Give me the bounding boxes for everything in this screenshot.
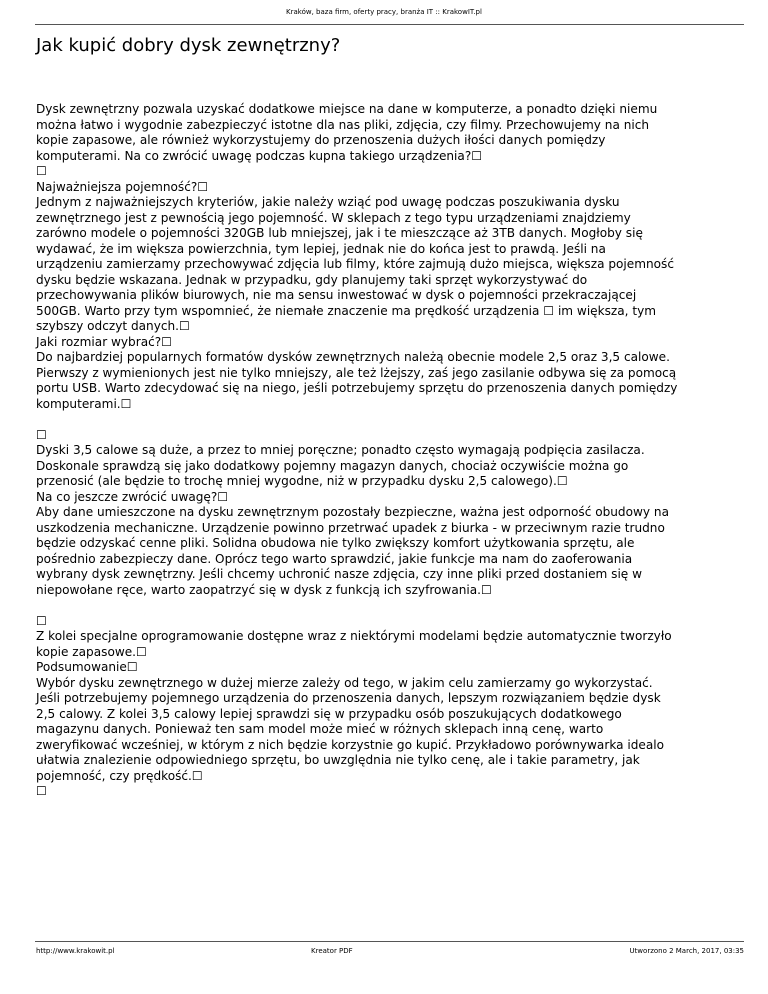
article-line: szybszy odczyt danych.☐	[36, 319, 190, 333]
article-title: Jak kupić dobry dysk zewnętrzny?	[36, 35, 341, 56]
article-line: Do najbardziej popularnych formatów dysków zewnętrznych należą obecnie modele 2,5 oraz 3,5 calowe.	[36, 350, 670, 364]
article-line: Dysk zewnętrzny pozwala uzyskać dodatkowe miejsce na dane w komputerze, a ponadto dzięki niemu	[36, 102, 658, 116]
article-line: przechowywania plików biurowych, nie ma sensu inwestować w dysk o pojemności przekraczającej	[36, 288, 637, 302]
article-line: pośrednio zabezpieczy dane. Oprócz tego warto sprawdzić, jakie funkcje ma nam do zaoferowania	[36, 551, 633, 566]
article-line: przenosić (ale będzie to trochę mniej wygodne, niż w przypadku dysku 2,5 calowego).☐	[36, 474, 568, 488]
article-line: Wybór dysku zewnętrznego w dużej mierze zależy od tego, w jakim celu zamierzamy go wykorzystać.	[36, 675, 653, 690]
article-line: będzie odzyskać cenne pliki. Solidna obudowa nie tylko zwiększy komfort użytkowania sprzętu, ale	[36, 536, 635, 550]
article-line: 2,5 calowy. Z kolei 3,5 calowy lepiej sprawdzi się w przypadku osób poszukujących dodatkowego	[36, 706, 622, 721]
article-line: urządzeniu zamierzamy przechowywać zdjęcia lub filmy, które zajmują dużo miejsca, większa pojemność	[36, 257, 674, 271]
article-line: Aby dane umieszczone na dysku zewnętrznym pozostały bezpieczne, ważna jest odporność obudowy na	[36, 505, 669, 519]
article-line: zweryfikować wcześniej, w którym z nich będzie korzystnie go kupić. Przykładowo porównywarka idealo	[36, 737, 665, 752]
footer-divider	[35, 941, 744, 942]
article-line: wydawać, że im większa powierzchnia, tym lepiej, jednak nie do końca jest to prawdą. Jeśli na	[36, 241, 606, 256]
article-line: kopie zapasowe.☐	[36, 644, 147, 659]
article-line: ☐	[36, 427, 47, 442]
article-line: można łatwo i wygodnie zabezpieczyć istotne dla nas pliki, zdjęcia, czy filmy. Przechowujemy na nich	[36, 117, 650, 132]
article-line: Jeśli potrzebujemy pojemnego urządzenia do przenoszenia danych, lepszym rozwiązaniem będzie dysk	[36, 691, 661, 705]
article-line: Doskonale sprawdzą się jako dodatkowy pojemny magazyn danych, chociaż oczywiście można go	[36, 458, 629, 473]
header-divider	[35, 24, 744, 25]
paragraph-gap	[36, 598, 748, 614]
article-line: Podsumowanie☐	[36, 660, 138, 674]
article-line: Z kolei specjalne oprogramowanie dostępne wraz z niektórymi modelami będzie automatycznie tworzyło	[36, 629, 672, 643]
article-body	[36, 102, 748, 800]
article-line: Najważniejsza pojemność?☐	[36, 179, 209, 194]
article-line: zarówno modele o pojemności 320GB lub mniejszej, jak i te mieszczące aż 3TB danych. Mogłoby się	[36, 226, 643, 240]
article-line: Na co jeszcze zwrócić uwagę?☐	[36, 489, 229, 504]
article-line: Jednym z najważniejszych kryteriów, jakie należy wziąć pod uwagę podczas poszukiwania dysku	[36, 195, 620, 209]
article-line: niepowołane ręce, warto zaopatrzyć się w dysk z funkcją ich szyfrowania.☐	[36, 582, 492, 597]
article-line: zewnętrznego jest z pewnością jego pojemność. W sklepach z tego typu urządzeniami znajdziemy	[36, 210, 631, 225]
article-line: komputerami. Na co zwrócić uwagę podczas kupna takiego urządzenia?☐	[36, 148, 483, 163]
article-line: magazynu danych. Ponieważ ten sam model może mieć w różnych sklepach inną cenę, warto	[36, 722, 604, 736]
footer-created-date: Utworzono 2 March, 2017, 03:35	[629, 947, 744, 955]
article-line: Jaki rozmiar wybrać?☐	[36, 334, 173, 349]
article-line: uszkodzenia mechaniczne. Urządzenie powinno przetrwać upadek z biurka - w przeciwnym razie trudno	[36, 520, 665, 535]
article-line: portu USB. Warto zdecydować się na niego, jeśli potrzebujemy sprzętu do przenoszenia danych pomiędzy	[36, 381, 678, 395]
article-line: kopie zapasowe, ale również wykorzystujemy do przenoszenia dużych iłości danych pomiędzy	[36, 133, 606, 147]
article-line: pojemność, czy prędkość.☐	[36, 768, 203, 783]
article-line: 500GB. Warto przy tym wspomnieć, że niemałe znaczenie ma prędkość urządzenia ☐ im większa, tym	[36, 303, 657, 318]
article-line: ☐	[36, 613, 47, 628]
article-line: ☐	[36, 784, 47, 798]
article-line: komputerami.☐	[36, 396, 132, 411]
paragraph-gap	[36, 412, 748, 428]
article-line: Pierwszy z wymienionych jest nie tylko mniejszy, ale też lżejszy, zaś jego zasilanie odbywa się za pomocą	[36, 365, 677, 380]
article-line: wybrany dysk zewnętrzny. Jeśli chcemy uchronić nasze zdjęcia, czy inne pliki przed dostaniem się w	[36, 567, 642, 581]
article-line: ułatwia znalezienie odpowiedniego sprzętu, bo uwzględnia nie tylko cenę, ale i takie parametry, jak	[36, 753, 640, 767]
article-line: dysku będzie wskazana. Jednak w przypadku, gdy planujemy taki sprzęt wykorzystywać do	[36, 272, 588, 287]
footer-generator: Kreator PDF	[311, 947, 353, 955]
page-header: Kraków, baza firm, oferty pracy, branża IT :: KrakowIT.pl	[286, 8, 482, 16]
article-line: Dyski 3,5 calowe są duże, a przez to mniej poręczne; ponadto często wymagają podpięcia zasilacza.	[36, 443, 645, 457]
article-line: ☐	[36, 164, 47, 178]
footer-url[interactable]: http://www.krakowit.pl	[36, 947, 115, 955]
